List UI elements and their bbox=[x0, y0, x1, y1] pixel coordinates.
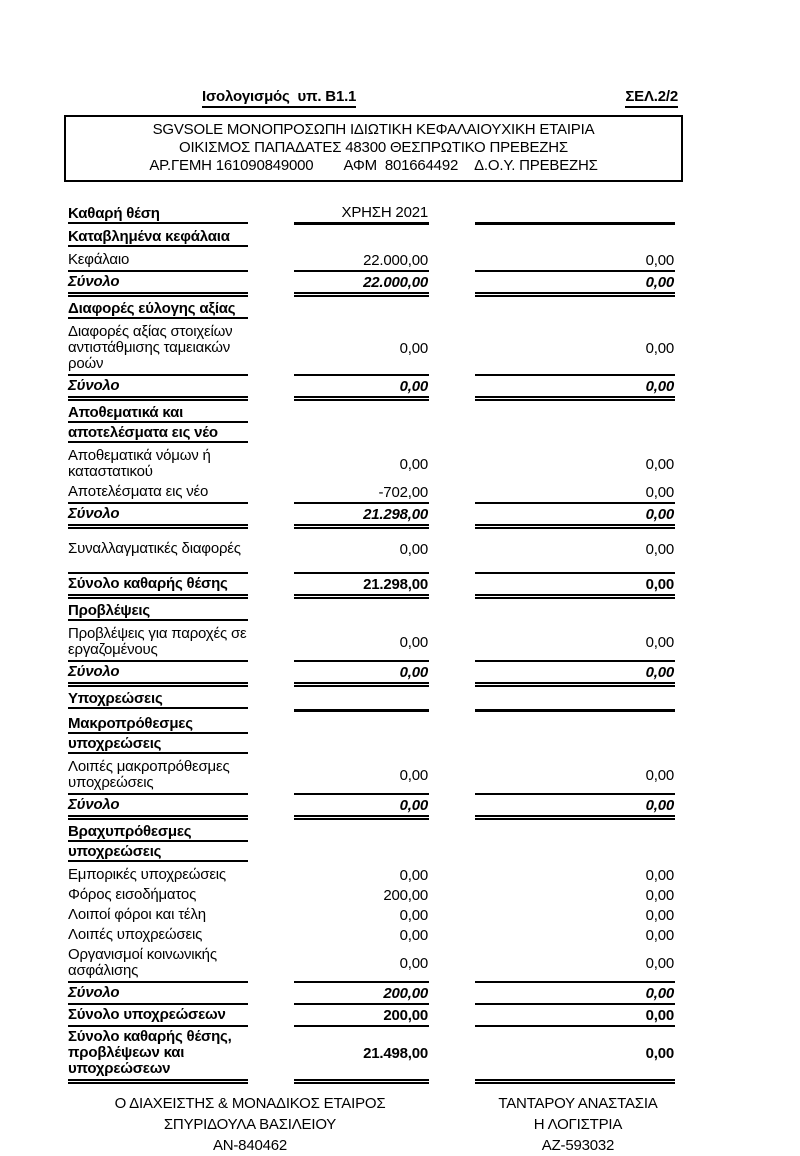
value-prev: 0,00 bbox=[645, 505, 674, 523]
value-cell-prev bbox=[475, 1027, 675, 1084]
value-2021: 22.000,00 bbox=[363, 251, 428, 269]
label-cell bbox=[68, 376, 248, 401]
item-row bbox=[0, 945, 800, 983]
company-name: SGVSOLE ΜΟΝΟΠΡΟΣΩΠΗ ΙΔΙΩΤΙΚΗ ΚΕΦΑΛΑΙΟΥΧΙΚΗ ΕΤΑΙΡΙΑ bbox=[152, 121, 595, 138]
value-2021: 0,00 bbox=[399, 906, 428, 924]
item-row bbox=[0, 624, 800, 662]
section-label: Διαφορές εύλογης αξίας bbox=[68, 300, 248, 319]
total-row bbox=[0, 504, 800, 529]
value-prev: 0,00 bbox=[645, 984, 674, 1002]
accountant-name: ΤΑΝΤΑΡΟΥ ΑΝΑΣΤΑΣΙΑ bbox=[498, 1095, 658, 1112]
label-cell bbox=[68, 572, 248, 599]
value-prev: 0,00 bbox=[645, 886, 674, 904]
value-2021: 200,00 bbox=[383, 984, 428, 1002]
value-cell-2021 bbox=[294, 624, 429, 662]
balance-sheet-table bbox=[0, 203, 800, 1084]
table-header-row bbox=[0, 203, 800, 225]
accountant-role: Η ΛΟΓΙΣΤΡΙΑ bbox=[533, 1116, 623, 1133]
signature-block-manager bbox=[104, 1093, 396, 1156]
total-row bbox=[0, 662, 800, 687]
row-label: Σύνολο bbox=[68, 663, 120, 680]
value-cell-prev bbox=[475, 865, 675, 885]
row-label: Λοιποί φόροι και τέλη bbox=[68, 906, 206, 923]
header-label-cell bbox=[68, 203, 248, 225]
value-cell-prev bbox=[475, 250, 675, 272]
row-label: Σύνολο καθαρής θέσης, προβλέψεων και υποχρεώσεων bbox=[68, 1028, 232, 1077]
value-cell-prev bbox=[475, 712, 675, 757]
value-prev: 0,00 bbox=[645, 633, 674, 651]
label-cell bbox=[68, 945, 248, 983]
manager-name: ΣΠΥΡΙΔΟΥΛΑ ΒΑΣΙΛΕΙΟΥ bbox=[163, 1116, 337, 1133]
row-label: Φόρος εισοδήματος bbox=[68, 886, 197, 903]
value-cell-2021 bbox=[294, 983, 429, 1005]
row-label: Οργανισμοί κοινωνικής ασφάλισης bbox=[68, 946, 217, 979]
row-label: Κεφάλαιο bbox=[68, 251, 130, 268]
section-label: Καταβλημένα κεφάλαια bbox=[68, 228, 248, 247]
label-cell bbox=[68, 1005, 248, 1027]
row-label: Λοιπές υποχρεώσεις bbox=[68, 926, 203, 943]
value-prev: 0,00 bbox=[645, 251, 674, 269]
value-cell-prev bbox=[475, 820, 675, 865]
value-cell-2021 bbox=[294, 250, 429, 272]
value-cell-prev bbox=[475, 482, 675, 504]
value-cell-2021 bbox=[294, 322, 429, 376]
section-row bbox=[0, 712, 800, 757]
value-2021: 0,00 bbox=[399, 766, 428, 784]
value-2021: 200,00 bbox=[383, 1006, 428, 1024]
section-row bbox=[0, 687, 800, 712]
value-prev: 0,00 bbox=[645, 455, 674, 473]
value-prev: 0,00 bbox=[645, 483, 674, 501]
section-label: υποχρεώσεις bbox=[68, 735, 248, 754]
value-prev: 0,00 bbox=[645, 766, 674, 784]
value-cell-prev bbox=[475, 662, 675, 687]
section-label: Αποθεματικά και bbox=[68, 404, 248, 423]
total-row bbox=[0, 376, 800, 401]
value-cell-prev bbox=[475, 925, 675, 945]
item-row bbox=[0, 322, 800, 376]
label-cell bbox=[68, 865, 248, 885]
signatures-section bbox=[0, 1093, 800, 1156]
row-label: Σύνολο bbox=[68, 505, 120, 522]
value-2021: 21.298,00 bbox=[363, 575, 428, 593]
value-cell-2021 bbox=[294, 712, 429, 757]
value-cell-2021 bbox=[294, 482, 429, 504]
value-cell-prev bbox=[475, 225, 675, 250]
total-row bbox=[0, 572, 800, 599]
label-cell bbox=[68, 272, 248, 297]
value-2021: 0,00 bbox=[399, 796, 428, 814]
value-2021: 0,00 bbox=[399, 339, 428, 357]
value-cell-2021 bbox=[294, 945, 429, 983]
row-label: Σύνολο bbox=[68, 984, 120, 1001]
value-cell-prev bbox=[475, 687, 675, 712]
row-label: Σύνολο bbox=[68, 273, 120, 290]
item-row bbox=[0, 250, 800, 272]
row-label: Σύνολο υποχρεώσεων bbox=[68, 1006, 226, 1023]
row-label: Αποτελέσματα εις νέο bbox=[68, 483, 209, 500]
item-row bbox=[0, 757, 800, 795]
total-row bbox=[0, 795, 800, 820]
value-cell-2021 bbox=[294, 1027, 429, 1084]
value-cell-prev bbox=[475, 376, 675, 401]
value-prev: 0,00 bbox=[645, 926, 674, 944]
value-cell-prev bbox=[475, 1005, 675, 1027]
value-prev: 0,00 bbox=[645, 377, 674, 395]
row-label: Συναλλαγματικές διαφορές bbox=[68, 540, 241, 557]
section-label: υποχρεώσεις bbox=[68, 843, 248, 862]
value-cell-prev bbox=[475, 945, 675, 983]
label-cell bbox=[68, 539, 248, 559]
value-2021: 200,00 bbox=[383, 886, 428, 904]
value-cell-2021 bbox=[294, 885, 429, 905]
label-cell bbox=[68, 983, 248, 1005]
page-number-label: ΣΕΛ.2/2 bbox=[625, 88, 678, 108]
company-info-box bbox=[64, 115, 683, 182]
section-label: αποτελέσματα εις νέο bbox=[68, 424, 248, 443]
value-cell-2021 bbox=[294, 905, 429, 925]
value-2021: 0,00 bbox=[399, 663, 428, 681]
section-row bbox=[0, 225, 800, 250]
value-prev: 0,00 bbox=[645, 866, 674, 884]
section-row bbox=[0, 599, 800, 624]
value-cell-prev bbox=[475, 539, 675, 559]
spacer bbox=[0, 529, 800, 539]
value-cell-2021 bbox=[294, 539, 429, 559]
label-cell bbox=[68, 250, 248, 272]
value-cell-2021 bbox=[294, 795, 429, 820]
value-prev: 0,00 bbox=[645, 273, 674, 291]
item-row bbox=[0, 482, 800, 504]
value-cell-2021 bbox=[294, 272, 429, 297]
item-row bbox=[0, 905, 800, 925]
row-label: Σύνολο bbox=[68, 796, 120, 813]
item-row bbox=[0, 865, 800, 885]
total-row bbox=[0, 272, 800, 297]
value-cell-2021 bbox=[294, 572, 429, 599]
value-2021: 0,00 bbox=[399, 455, 428, 473]
value-2021: 0,00 bbox=[399, 377, 428, 395]
net-position-header: Καθαρή θέση bbox=[68, 205, 248, 224]
row-label: Λοιπές μακροπρόθεσμες υποχρεώσεις bbox=[68, 758, 230, 791]
item-row bbox=[0, 539, 800, 559]
value-prev: 0,00 bbox=[645, 540, 674, 558]
header-prev-cell bbox=[475, 203, 675, 225]
value-2021: 0,00 bbox=[399, 926, 428, 944]
value-prev: 0,00 bbox=[645, 796, 674, 814]
value-cell-prev bbox=[475, 795, 675, 820]
section-row bbox=[0, 297, 800, 322]
value-2021: 0,00 bbox=[399, 633, 428, 651]
value-prev: 0,00 bbox=[645, 1044, 674, 1062]
signature-block-accountant bbox=[462, 1093, 694, 1156]
section-row bbox=[0, 401, 800, 446]
accountant-id: ΑΖ-593032 bbox=[541, 1137, 615, 1154]
total-row bbox=[0, 1027, 800, 1084]
company-address: ΟΙΚΙΣΜΟΣ ΠΑΠΑΔΑΤΕΣ 48300 ΘΕΣΠΡΩΤΙΚΟ ΠΡΕΒΕΖΗΣ bbox=[179, 139, 568, 156]
row-label: Διαφορές αξίας στοιχείων αντιστάθμισης ταμειακών ροών bbox=[68, 323, 233, 372]
title-row bbox=[0, 0, 800, 108]
label-cell bbox=[68, 482, 248, 504]
value-cell-prev bbox=[475, 983, 675, 1005]
value-cell-2021 bbox=[294, 925, 429, 945]
total-row bbox=[0, 1005, 800, 1027]
label-cell bbox=[68, 757, 248, 795]
value-prev: 0,00 bbox=[645, 339, 674, 357]
label-cell bbox=[68, 795, 248, 820]
value-cell-2021 bbox=[294, 297, 429, 322]
section-label: Υποχρεώσεις bbox=[68, 690, 248, 709]
value-cell-prev bbox=[475, 401, 675, 446]
row-label: Αποθεματικά νόμων ή καταστατικού bbox=[68, 447, 211, 480]
label-cell bbox=[68, 504, 248, 529]
value-2021: 0,00 bbox=[399, 954, 428, 972]
value-cell-2021 bbox=[294, 662, 429, 687]
section-label: Μακροπρόθεσμες bbox=[68, 715, 248, 734]
value-cell-prev bbox=[475, 297, 675, 322]
company-doy: Δ.Ο.Υ. ΠΡΕΒΕΖΗΣ bbox=[474, 157, 598, 174]
label-cell bbox=[68, 599, 248, 624]
value-cell-2021 bbox=[294, 225, 429, 250]
document-title: Ισολογισμός υπ. Β1.1 bbox=[202, 88, 356, 108]
value-prev: 0,00 bbox=[645, 906, 674, 924]
value-cell-2021 bbox=[294, 865, 429, 885]
value-cell-2021 bbox=[294, 1005, 429, 1027]
manager-id: ΑΝ-840462 bbox=[212, 1137, 288, 1154]
label-cell bbox=[68, 925, 248, 945]
value-prev: 0,00 bbox=[645, 1006, 674, 1024]
label-cell bbox=[68, 662, 248, 687]
value-cell-prev bbox=[475, 322, 675, 376]
value-cell-prev bbox=[475, 905, 675, 925]
fiscal-year-header: ΧΡΗΣΗ 2021 bbox=[341, 204, 428, 221]
value-2021: 22.000,00 bbox=[363, 273, 428, 291]
value-cell-2021 bbox=[294, 376, 429, 401]
value-2021: -702,00 bbox=[378, 483, 428, 501]
label-cell bbox=[68, 820, 248, 865]
section-row bbox=[0, 820, 800, 865]
company-afm: ΑΦΜ 801664492 bbox=[343, 157, 459, 174]
item-row bbox=[0, 885, 800, 905]
row-label: Σύνολο bbox=[68, 377, 120, 394]
label-cell bbox=[68, 687, 248, 712]
value-cell-2021 bbox=[294, 820, 429, 865]
value-2021: 21.498,00 bbox=[363, 1044, 428, 1062]
value-cell-2021 bbox=[294, 446, 429, 482]
total-row bbox=[0, 983, 800, 1005]
value-2021: 0,00 bbox=[399, 866, 428, 884]
label-cell bbox=[68, 885, 248, 905]
label-cell bbox=[68, 624, 248, 662]
row-label: Εμπορικές υποχρεώσεις bbox=[68, 866, 226, 883]
value-cell-prev bbox=[475, 757, 675, 795]
value-cell-2021 bbox=[294, 504, 429, 529]
value-cell-prev bbox=[475, 572, 675, 599]
section-label: Βραχυπρόθεσμες bbox=[68, 823, 248, 842]
value-cell-prev bbox=[475, 885, 675, 905]
item-row bbox=[0, 446, 800, 482]
row-label: Σύνολο καθαρής θέσης bbox=[68, 575, 228, 592]
manager-role: Ο ΔΙΑΧΕΙΣΤΗΣ & ΜΟΝΑΔΙΚΟΣ ΕΤΑΙΡΟΣ bbox=[114, 1095, 386, 1112]
company-registry-line bbox=[68, 157, 679, 175]
label-cell bbox=[68, 905, 248, 925]
label-cell bbox=[68, 712, 248, 757]
item-row bbox=[0, 925, 800, 945]
value-2021: 0,00 bbox=[399, 540, 428, 558]
label-cell bbox=[68, 446, 248, 482]
company-gemi: ΑΡ.ΓΕΜΗ 161090849000 bbox=[149, 157, 314, 174]
value-cell-2021 bbox=[294, 757, 429, 795]
value-cell-prev bbox=[475, 504, 675, 529]
value-cell-2021 bbox=[294, 401, 429, 446]
value-cell-prev bbox=[475, 599, 675, 624]
value-prev: 0,00 bbox=[645, 663, 674, 681]
section-label: Προβλέψεις bbox=[68, 602, 248, 621]
label-cell bbox=[68, 1027, 248, 1084]
table-body bbox=[0, 225, 800, 1084]
value-cell-prev bbox=[475, 624, 675, 662]
value-cell-prev bbox=[475, 446, 675, 482]
value-cell-2021 bbox=[294, 599, 429, 624]
label-cell bbox=[68, 297, 248, 322]
value-2021: 21.298,00 bbox=[363, 505, 428, 523]
value-prev: 0,00 bbox=[645, 575, 674, 593]
label-cell bbox=[68, 322, 248, 376]
label-cell bbox=[68, 225, 248, 250]
label-cell bbox=[68, 401, 248, 446]
header-year-cell bbox=[294, 203, 429, 225]
value-cell-2021 bbox=[294, 687, 429, 712]
spacer bbox=[0, 559, 800, 572]
row-label: Προβλέψεις για παροχές σε εργαζομένους bbox=[68, 625, 247, 658]
value-cell-prev bbox=[475, 272, 675, 297]
value-prev: 0,00 bbox=[645, 954, 674, 972]
